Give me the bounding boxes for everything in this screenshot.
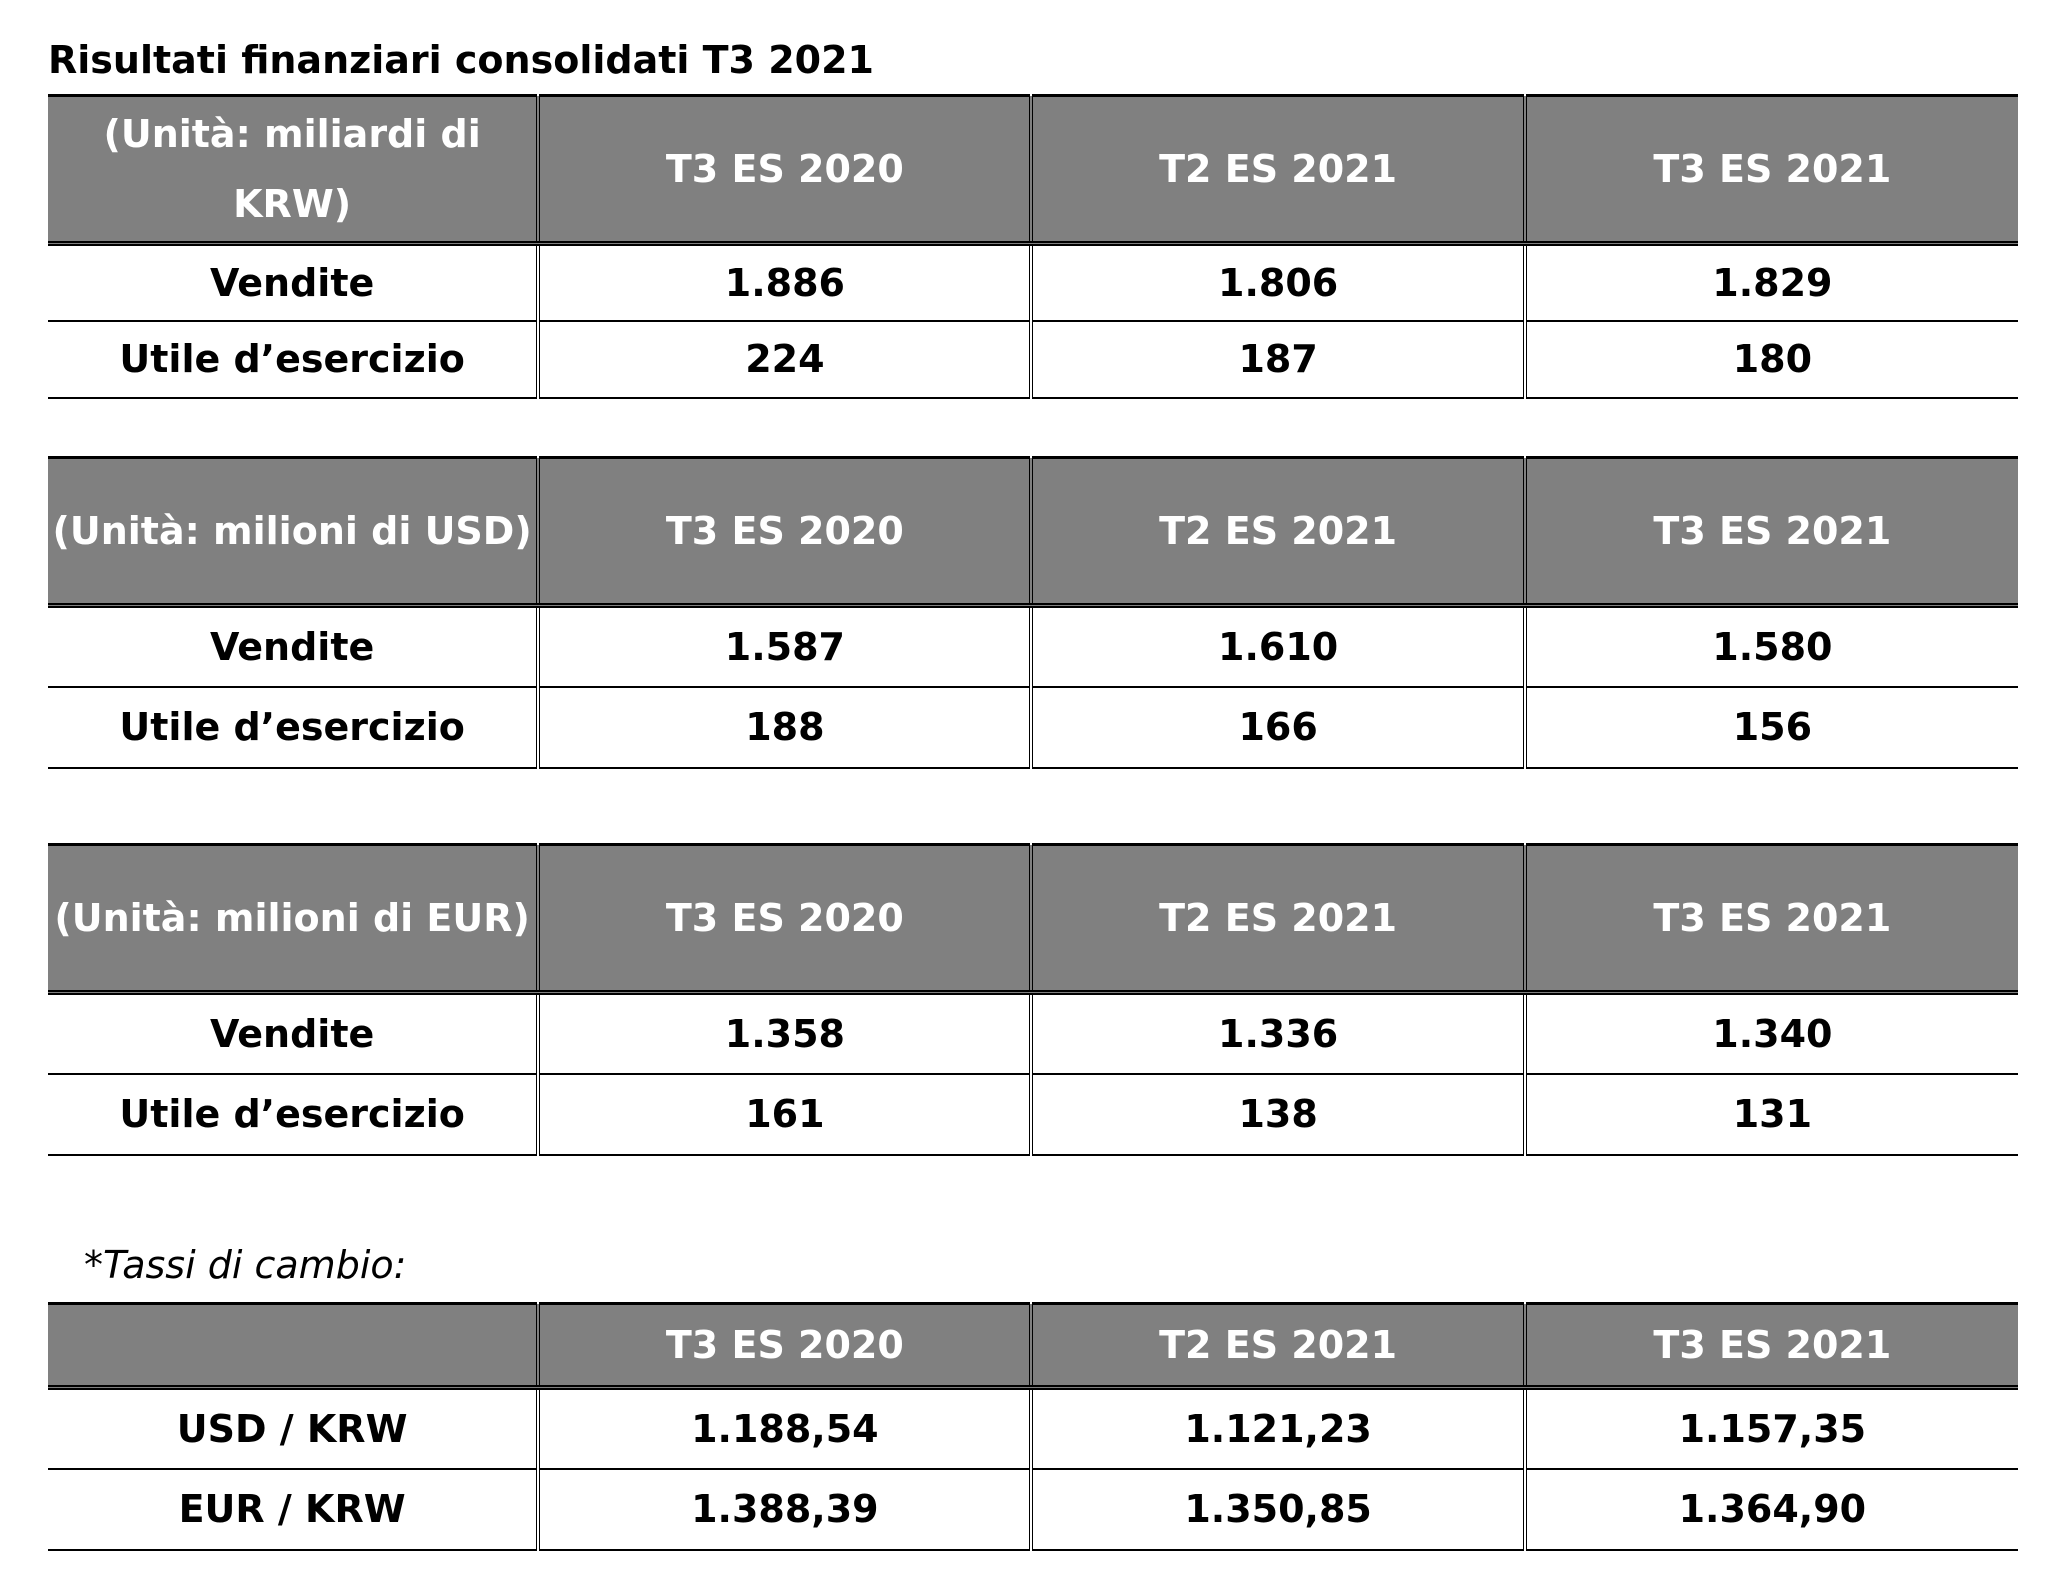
column-header: T3 ES 2020 <box>538 96 1031 244</box>
table-cell: 131 <box>1525 1074 2018 1155</box>
table-row <box>48 1469 2018 1550</box>
exchange-rate-note: *Tassi di cambio: <box>84 1243 407 1287</box>
unit-label-cell: (Unità: milioni di USD) <box>48 458 538 606</box>
results-table-eur <box>48 843 2018 1156</box>
table-header-row <box>48 458 2018 606</box>
table-cell: 1.340 <box>1525 993 2018 1074</box>
exchange-rate-table <box>48 1302 2018 1551</box>
table-cell: 1.157,35 <box>1525 1388 2018 1469</box>
row-label: EUR / KRW <box>48 1469 538 1550</box>
table-cell: 1.336 <box>1031 993 1524 1074</box>
table-cell: 1.350,85 <box>1031 1469 1524 1550</box>
row-label: Vendite <box>48 993 538 1074</box>
column-header: T2 ES 2021 <box>1031 845 1524 993</box>
table-cell: 161 <box>538 1074 1031 1155</box>
row-label: Utile d’esercizio <box>48 1074 538 1155</box>
row-label: Vendite <box>48 244 538 321</box>
table-cell: 1.121,23 <box>1031 1388 1524 1469</box>
table-row <box>48 1074 2018 1155</box>
column-header: T3 ES 2021 <box>1525 96 2018 244</box>
table-row <box>48 606 2018 687</box>
table-row <box>48 244 2018 321</box>
table-row <box>48 321 2018 398</box>
table-cell: 156 <box>1525 687 2018 768</box>
table-cell: 166 <box>1031 687 1524 768</box>
table-row <box>48 993 2018 1074</box>
table-cell: 1.388,39 <box>538 1469 1031 1550</box>
unit-label-cell: (Unità: miliardi di KRW) <box>48 96 538 244</box>
table-cell: 1.358 <box>538 993 1031 1074</box>
table-cell: 1.610 <box>1031 606 1524 687</box>
column-header: T3 ES 2021 <box>1525 845 2018 993</box>
column-header: T3 ES 2021 <box>1525 1304 2018 1388</box>
unit-label-cell: (Unità: milioni di EUR) <box>48 845 538 993</box>
table-cell: 1.829 <box>1525 244 2018 321</box>
column-header: T2 ES 2021 <box>1031 1304 1524 1388</box>
results-table-usd <box>48 456 2018 769</box>
table-cell: 1.188,54 <box>538 1388 1031 1469</box>
table-header-row <box>48 845 2018 993</box>
table-cell: 187 <box>1031 321 1524 398</box>
unit-label-cell <box>48 1304 538 1388</box>
table-cell: 188 <box>538 687 1031 768</box>
table-row <box>48 1388 2018 1469</box>
table-cell: 1.587 <box>538 606 1031 687</box>
table-cell: 224 <box>538 321 1031 398</box>
table-cell: 1.580 <box>1525 606 2018 687</box>
row-label: USD / KRW <box>48 1388 538 1469</box>
table-cell: 1.886 <box>538 244 1031 321</box>
results-table-krw <box>48 94 2018 399</box>
column-header: T3 ES 2020 <box>538 1304 1031 1388</box>
table-row <box>48 687 2018 768</box>
table-cell: 180 <box>1525 321 2018 398</box>
row-label: Utile d’esercizio <box>48 321 538 398</box>
table-cell: 1.806 <box>1031 244 1524 321</box>
row-label: Vendite <box>48 606 538 687</box>
table-cell: 1.364,90 <box>1525 1469 2018 1550</box>
column-header: T2 ES 2021 <box>1031 96 1524 244</box>
row-label: Utile d’esercizio <box>48 687 538 768</box>
table-cell: 138 <box>1031 1074 1524 1155</box>
table-header-row <box>48 1304 2018 1388</box>
column-header: T2 ES 2021 <box>1031 458 1524 606</box>
column-header: T3 ES 2020 <box>538 458 1031 606</box>
column-header: T3 ES 2021 <box>1525 458 2018 606</box>
column-header: T3 ES 2020 <box>538 845 1031 993</box>
page-title: Risultati finanziari consolidati T3 2021 <box>48 38 874 82</box>
table-header-row <box>48 96 2018 244</box>
